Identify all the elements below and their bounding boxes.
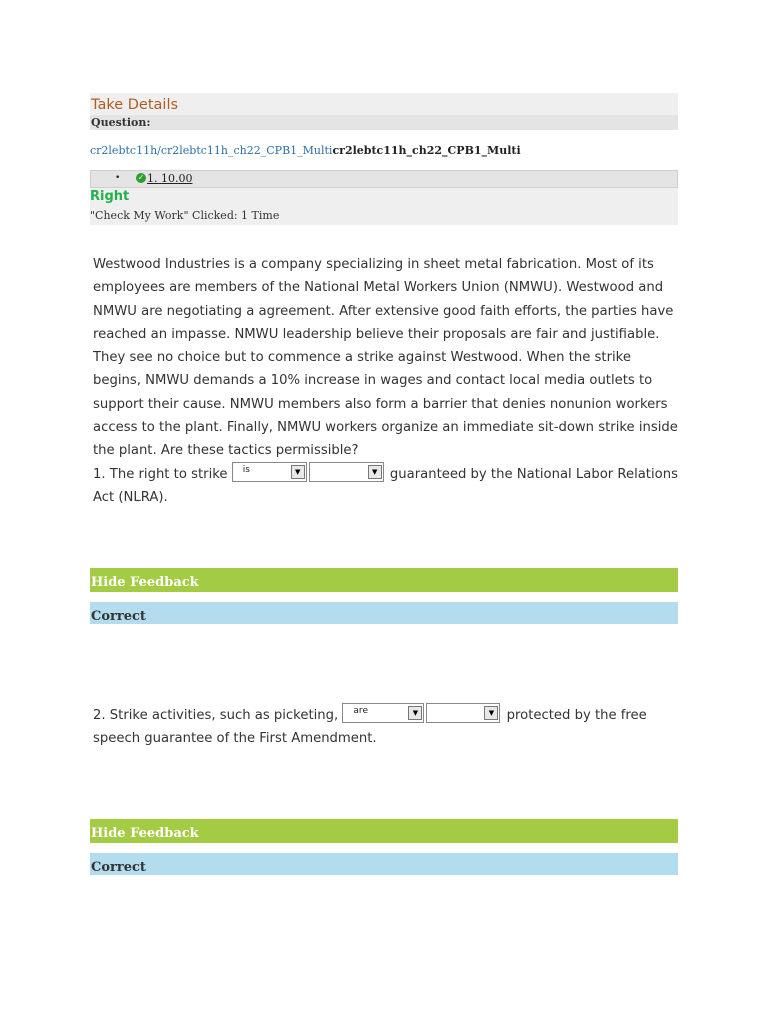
question-2-select-1-value: are	[353, 706, 368, 716]
question-label: Question:	[90, 115, 678, 130]
hide-feedback-label-1: Hide Feedback	[91, 575, 199, 590]
result-status: Right	[90, 189, 130, 204]
question-path-link[interactable]: cr2lebtc11h/cr2lebtc11h_ch22_CPB1_Multi	[90, 144, 333, 157]
hide-feedback-button-1[interactable]	[90, 568, 678, 592]
question-1-text-after: guaranteed by the National Labor Relations Act (NLRA).	[93, 467, 678, 506]
score-bullet: •	[115, 173, 121, 183]
feedback-correct-2	[90, 853, 678, 875]
hide-feedback-label-2: Hide Feedback	[91, 826, 199, 841]
feedback-text-1: Correct	[91, 609, 146, 624]
question-path	[90, 144, 521, 157]
question-1-text-before: 1. The right to strike	[93, 467, 228, 482]
check-my-work-count: "Check My Work" Clicked: 1 Time	[90, 209, 280, 222]
chevron-down-icon[interactable]: ▼	[291, 465, 305, 479]
question-2	[93, 703, 683, 751]
chevron-down-icon[interactable]: ▼	[484, 706, 498, 720]
question-1-select-2[interactable]	[309, 462, 384, 482]
take-details-panel	[90, 93, 678, 875]
result-box	[90, 188, 678, 225]
question-1-select-1[interactable]	[232, 462, 307, 482]
feedback-text-2: Correct	[91, 860, 146, 875]
feedback-correct-1	[90, 602, 678, 624]
question-2-text-before: 2. Strike activities, such as picketing,	[93, 708, 339, 723]
score-row	[90, 170, 678, 188]
page-title: Take Details	[91, 97, 179, 113]
question-passage: Westwood Industries is a company specializing in sheet metal fabrication. Most of its employees are members of the National Metal Workers Union (NMWU). Westwood and NMWU are negotiating a agreement. After extensive good faith efforts, the parties have reached an impasse. NMWU leadership believe their proposals are fair and justifiable. They see no choice but to commence a strike against Westwood. When the strike begins, NMWU demands a 10% increase in wages and contact local media outlets to support their cause. NMWU members also form a barrier that denies nonunion workers access to the plant. Finally, NMWU workers organize an immediate sit-down strike inside the plant. Are these tactics permissible?	[93, 257, 678, 459]
question-1	[93, 462, 683, 510]
question-2-text-after: protected by the free speech guarantee of the First Amendment.	[93, 708, 647, 747]
chevron-down-icon[interactable]: ▼	[368, 465, 382, 479]
question-1-select-1-value: is	[242, 465, 250, 475]
hide-feedback-button-2[interactable]	[90, 819, 678, 843]
chevron-down-icon[interactable]: ▼	[408, 706, 422, 720]
question-name: cr2lebtc11h_ch22_CPB1_Multi	[332, 144, 521, 157]
check-circle-icon: ✓	[137, 173, 145, 182]
score-link[interactable]: 1. 10.00	[147, 172, 193, 185]
question-2-select-1[interactable]	[342, 703, 424, 723]
question-2-select-2[interactable]	[426, 703, 500, 723]
title-bar	[90, 93, 678, 115]
